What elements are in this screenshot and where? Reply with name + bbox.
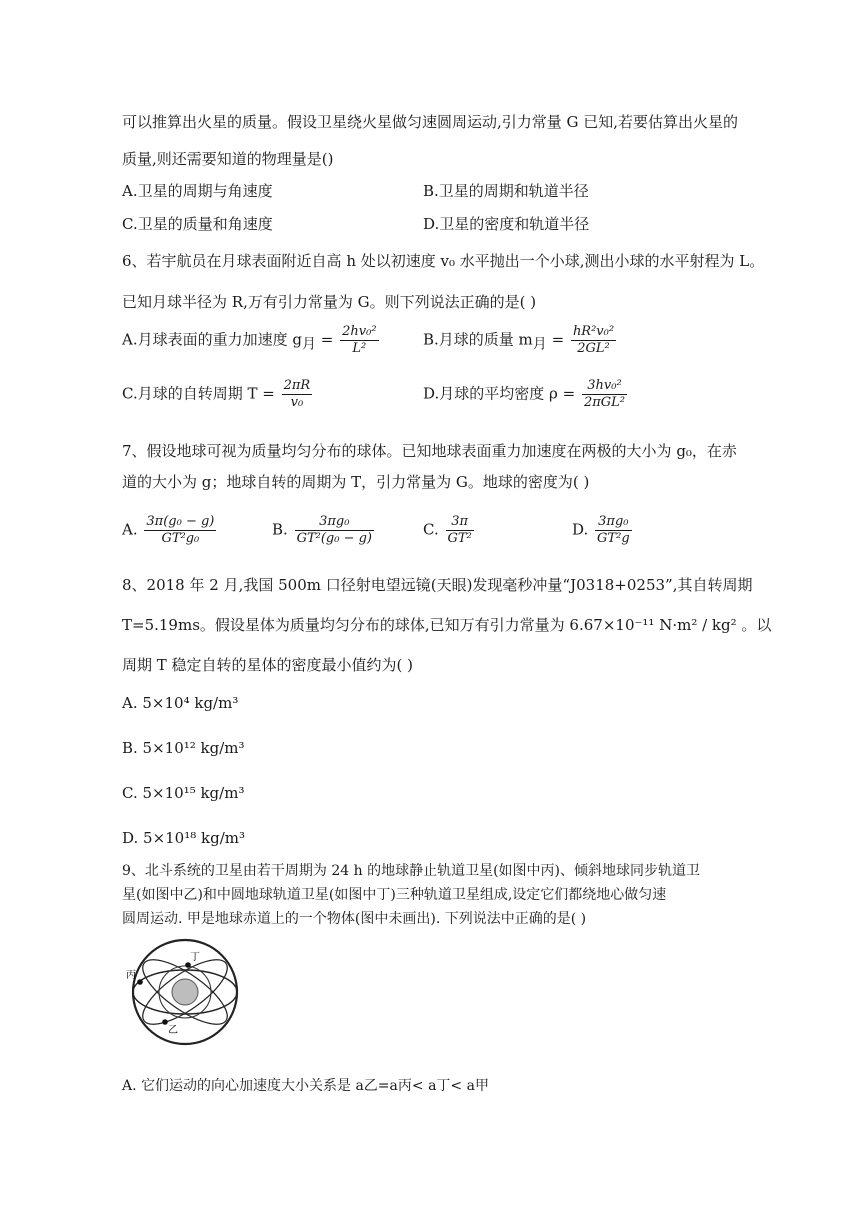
q7-option-b[interactable] (272, 514, 376, 547)
label-ding: 丁 (190, 952, 200, 963)
q8-option-b[interactable]: B. 5×10¹² kg/m³ (122, 739, 245, 757)
q6-stem-line2: 已知月球半径为 R,万有引力常量为 G。则下列说法正确的是( ) (122, 293, 537, 311)
q6-option-a-formula (340, 324, 378, 357)
q6-option-d-text: D.月球的平均密度 ρ = (423, 384, 576, 403)
q7-option-a-label: A. (122, 520, 138, 539)
q8-stem-line1: 8、2018 年 2 月,我国 500m 口径射电望远镜(天眼)发现毫秒冲量“J0318+0253”,其自转周期 (122, 576, 753, 594)
q7-c-denominator: GT² (447, 531, 472, 546)
q6-option-c-text: C.月球的自转周期 T = (122, 384, 275, 403)
q7-option-c-label: C. (423, 520, 439, 539)
q7-option-c-formula (446, 514, 474, 547)
q6-option-d[interactable] (423, 378, 629, 411)
q6-option-b-sub: 月 (532, 336, 547, 353)
q8-stem-line2: T=5.19ms。假设星体为质量均匀分布的球体,已知万有引力常量为 6.67×10⁻¹¹ N·m² / kg² 。以 (122, 616, 772, 634)
q6-option-d-formula (582, 378, 627, 411)
q6-a-denominator: L² (352, 341, 367, 356)
q7-stem-line1: 7、假设地球可视为质量均匀分布的球体。已知地球表面重力加速度在两极的大小为 g₀，在赤 (122, 442, 737, 460)
q8-option-c[interactable]: C. 5×10¹⁵ kg/m³ (122, 784, 245, 802)
q8-option-a[interactable]: A. 5×10⁴ kg/m³ (122, 694, 239, 712)
q7-option-b-formula (295, 514, 374, 547)
q6-stem-line1: 6、若宇航员在月球表面附近自高 h 处以初速度 v₀ 水平抛出一个小球,测出小球的水平射程为 L。 (122, 252, 765, 270)
q6-a-numerator: 2hv₀² (342, 324, 377, 339)
satellite-ding-dot (185, 962, 191, 968)
q9-option-a[interactable]: A. 它们运动的向心加速度大小关系是 a乙=a丙< a丁< a甲 (122, 1078, 489, 1094)
q9-stem-line1: 9、北斗系统的卫星由若干周期为 24 h 的地球静止轨道卫星(如图中丙)、倾斜地球同步轨道卫 (122, 863, 701, 879)
q7-d-denominator: GT²g (597, 531, 630, 546)
satellite-bing-dot (137, 979, 143, 985)
q6-option-a-eq: = (320, 330, 334, 349)
q8-stem-line3: 周期 T 稳定自转的星体的密度最小值约为( ) (122, 656, 414, 674)
q7-b-numerator: 3πg₀ (295, 514, 374, 531)
q7-option-a-formula (144, 514, 216, 547)
q6-b-denominator: 2GL² (577, 341, 610, 356)
q7-b-denominator: GT²(g₀ − g) (296, 531, 373, 546)
label-bing: 丙 (126, 970, 136, 981)
q6-c-denominator: v₀ (290, 395, 304, 410)
q5-stem-line2: 质量,则还需要知道的物理量是() (122, 150, 334, 168)
q9-stem-line3: 圆周运动. 甲是地球赤道上的一个物体(图中未画出). 下列说法中正确的是( ) (122, 911, 587, 927)
q6-c-numerator: 2πR (283, 378, 311, 393)
q5-option-a[interactable]: A.卫星的周期与角速度 (122, 182, 273, 200)
q9-stem-line2: 星(如图中乙)和中圆地球轨道卫星(如图中丁)三种轨道卫星组成,设定它们都绕地心做匀速 (122, 887, 667, 903)
q7-option-b-label: B. (272, 520, 288, 539)
q7-stem-line2: 道的大小为 g；地球自转的周期为 T，引力常量为 G。地球的密度为( ) (122, 473, 590, 491)
q8-option-d[interactable]: D. 5×10¹⁸ kg/m³ (122, 829, 246, 847)
q6-option-b-eq: = (551, 330, 565, 349)
q7-c-numerator: 3π (446, 514, 474, 531)
q6-d-numerator: 3hv₀² (582, 378, 627, 395)
q6-b-numerator: hR²v₀² (572, 324, 615, 339)
q7-option-d-label: D. (572, 520, 589, 539)
label-yi: 乙 (168, 1025, 178, 1036)
q7-a-numerator: 3π(g₀ − g) (146, 514, 215, 529)
q6-option-a-text: A.月球表面的重力加速度 g (122, 330, 302, 349)
q7-option-d-formula (595, 514, 632, 547)
q5-option-d[interactable]: D.卫星的密度和轨道半径 (423, 215, 590, 233)
q5-option-b[interactable]: B.卫星的周期和轨道半径 (423, 182, 589, 200)
q6-option-a-sub: 月 (301, 336, 316, 353)
q7-option-d[interactable] (572, 514, 634, 547)
q7-option-c[interactable] (423, 514, 476, 547)
earth-sphere (172, 979, 198, 1005)
q7-a-denominator: GT²g₀ (161, 531, 200, 546)
q6-option-b[interactable] (423, 324, 618, 357)
satellite-yi-dot (162, 1019, 168, 1025)
q7-option-a[interactable] (122, 514, 218, 547)
q7-d-numerator: 3πg₀ (595, 514, 632, 531)
q6-option-b-formula (571, 324, 616, 357)
q6-option-c[interactable] (122, 378, 314, 411)
q6-d-denominator: 2πGL² (583, 395, 626, 410)
q6-option-b-text: B.月球的质量 m (423, 330, 533, 349)
q6-option-c-formula (282, 378, 313, 411)
satellite-orbit-diagram (122, 936, 252, 1048)
q6-option-a[interactable] (122, 324, 381, 357)
q5-stem-line1: 可以推算出火星的质量。假设卫星绕火星做匀速圆周运动,引力常量 G 已知,若要估算出火星的 (122, 113, 739, 131)
q5-option-c[interactable]: C.卫星的质量和角速度 (122, 215, 273, 233)
